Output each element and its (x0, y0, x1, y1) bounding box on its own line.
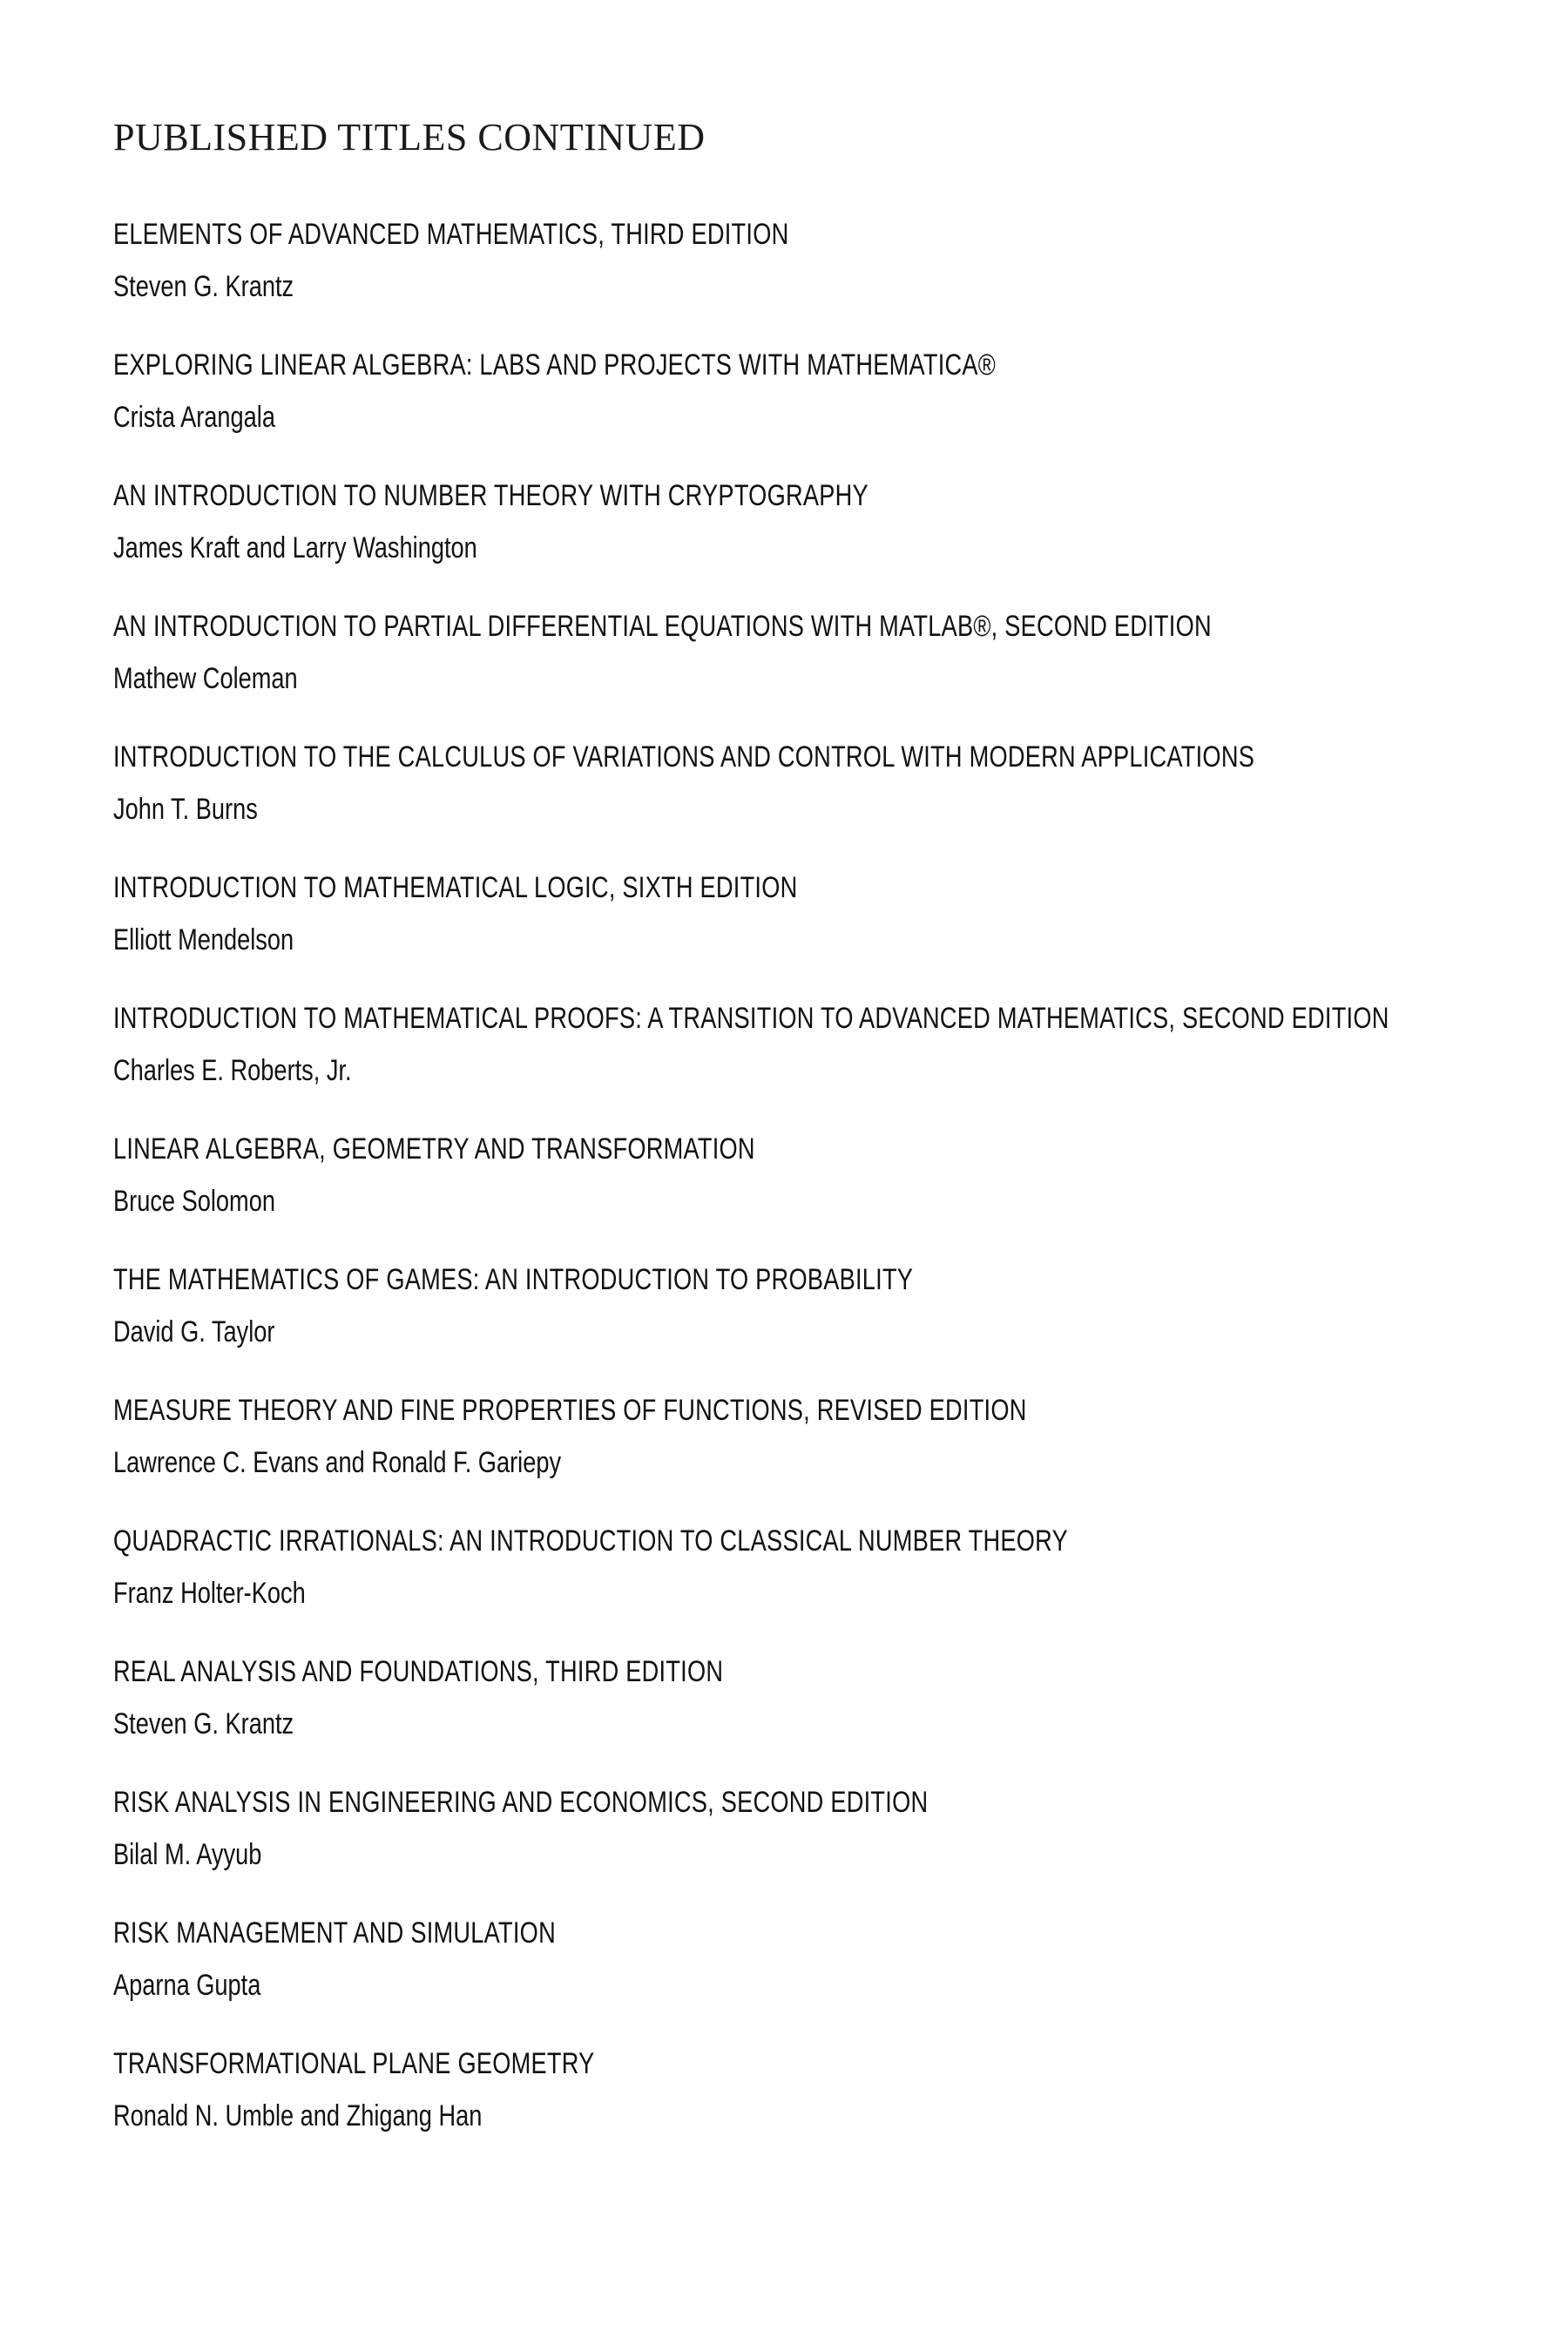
book-author: James Kraft and Larry Washington (113, 531, 477, 564)
title-entry (113, 344, 1524, 475)
book-title: AN INTRODUCTION TO PARTIAL DIFFERENTIAL EQUATIONS WITH MATLAB®, SECOND EDITION (113, 610, 1212, 643)
title-entry (113, 1912, 1524, 2043)
book-title: RISK MANAGEMENT AND SIMULATION (113, 1916, 556, 1950)
title-entry (113, 213, 1524, 344)
book-title: THE MATHEMATICS OF GAMES: AN INTRODUCTION TO PROBABILITY (113, 1263, 914, 1296)
book-author: Franz Holter-Koch (113, 1577, 306, 1610)
book-author: Steven G. Krantz (113, 270, 294, 303)
book-title: AN INTRODUCTION TO NUMBER THEORY WITH CRYPTOGRAPHY (113, 479, 868, 512)
book-author: Charles E. Roberts, Jr. (113, 1054, 352, 1087)
book-author: John T. Burns (113, 793, 258, 826)
book-author: Lawrence C. Evans and Ronald F. Gariepy (113, 1446, 562, 1479)
book-title: RISK ANALYSIS IN ENGINEERING AND ECONOMICS, SECOND EDITION (113, 1786, 929, 1819)
title-entry (113, 1520, 1524, 1651)
book-title: INTRODUCTION TO MATHEMATICAL LOGIC, SIXTH EDITION (113, 871, 798, 904)
book-author: David G. Taylor (113, 1315, 275, 1348)
book-author: Mathew Coleman (113, 662, 298, 695)
book-title: QUADRACTIC IRRATIONALS: AN INTRODUCTION TO CLASSICAL NUMBER THEORY (113, 1524, 1068, 1558)
book-author: Crista Arangala (113, 401, 275, 434)
title-entry (113, 1651, 1524, 1781)
page-heading: PUBLISHED TITLES CONTINUED (113, 116, 706, 159)
book-title: MEASURE THEORY AND FINE PROPERTIES OF FUNCTIONS, REVISED EDITION (113, 1394, 1027, 1427)
title-entry (113, 2043, 1524, 2173)
published-titles-list (113, 213, 1524, 2173)
title-entry (113, 605, 1524, 736)
title-entry (113, 1781, 1524, 1912)
book-author: Elliott Mendelson (113, 923, 294, 956)
book-title: EXPLORING LINEAR ALGEBRA: LABS AND PROJECTS WITH MATHEMATICA® (113, 348, 997, 382)
title-entry (113, 867, 1524, 997)
book-title: ELEMENTS OF ADVANCED MATHEMATICS, THIRD EDITION (113, 218, 789, 251)
book-author: Bruce Solomon (113, 1185, 275, 1218)
title-entry (113, 1259, 1524, 1389)
title-entry (113, 1389, 1524, 1520)
book-title: REAL ANALYSIS AND FOUNDATIONS, THIRD EDITION (113, 1655, 724, 1688)
title-entry (113, 736, 1524, 867)
book-author: Ronald N. Umble and Zhigang Han (113, 2099, 483, 2132)
book-title: LINEAR ALGEBRA, GEOMETRY AND TRANSFORMATION (113, 1132, 755, 1166)
title-entry (113, 475, 1524, 605)
book-title: INTRODUCTION TO MATHEMATICAL PROOFS: A TRANSITION TO ADVANCED MATHEMATICS, SECOND EDITION (113, 1002, 1389, 1035)
title-entry (113, 997, 1524, 1128)
book-author: Aparna Gupta (113, 1969, 261, 2002)
book-title: INTRODUCTION TO THE CALCULUS OF VARIATIONS AND CONTROL WITH MODERN APPLICATIONS (113, 740, 1255, 774)
book-author: Steven G. Krantz (113, 1707, 294, 1740)
book-title: TRANSFORMATIONAL PLANE GEOMETRY (113, 2047, 595, 2080)
title-entry (113, 1128, 1524, 1259)
book-author: Bilal M. Ayyub (113, 1838, 262, 1871)
